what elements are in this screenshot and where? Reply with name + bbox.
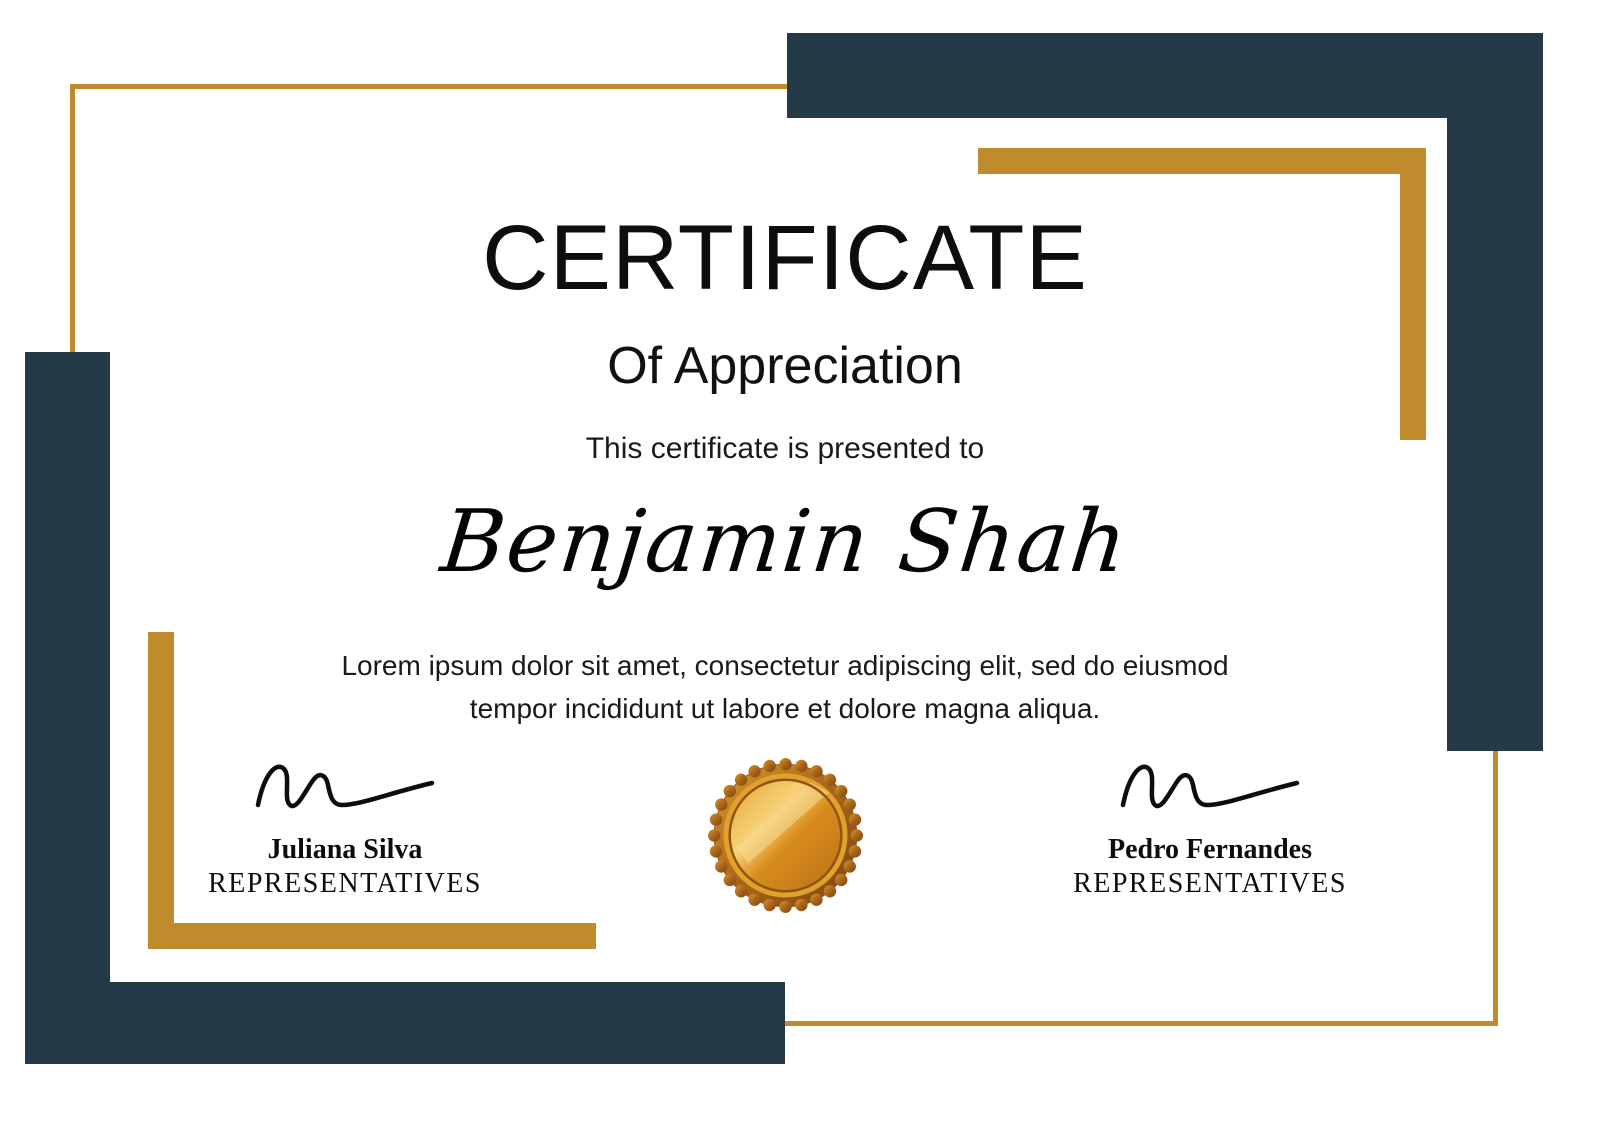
signature-role: REPRESENTATIVES [208,868,482,899]
signature-name: Pedro Fernandes [1107,834,1313,865]
signature-block-left [155,748,535,900]
signature-block-right [1020,748,1400,900]
presented-to-label: This certificate is presented to [585,432,985,465]
recipient-name: Benjamin Shah [436,492,1134,592]
handwritten-signature-icon [1020,748,1400,828]
signature-role: REPRESENTATIVES [1073,868,1347,899]
certificate-body-text: Lorem ipsum dolor sit amet, consectetur adipiscing elit, sed do eiusmod tempor incididunt ut labore et dolore magna aliqua. [341,650,1229,725]
certificate-title: CERTIFICATE [482,207,1088,309]
handwritten-signature-icon [155,748,535,828]
certificate-subtitle: Of Appreciation [607,337,963,395]
gold-award-seal-icon [708,758,863,913]
signature-name: Juliana Silva [267,834,423,865]
